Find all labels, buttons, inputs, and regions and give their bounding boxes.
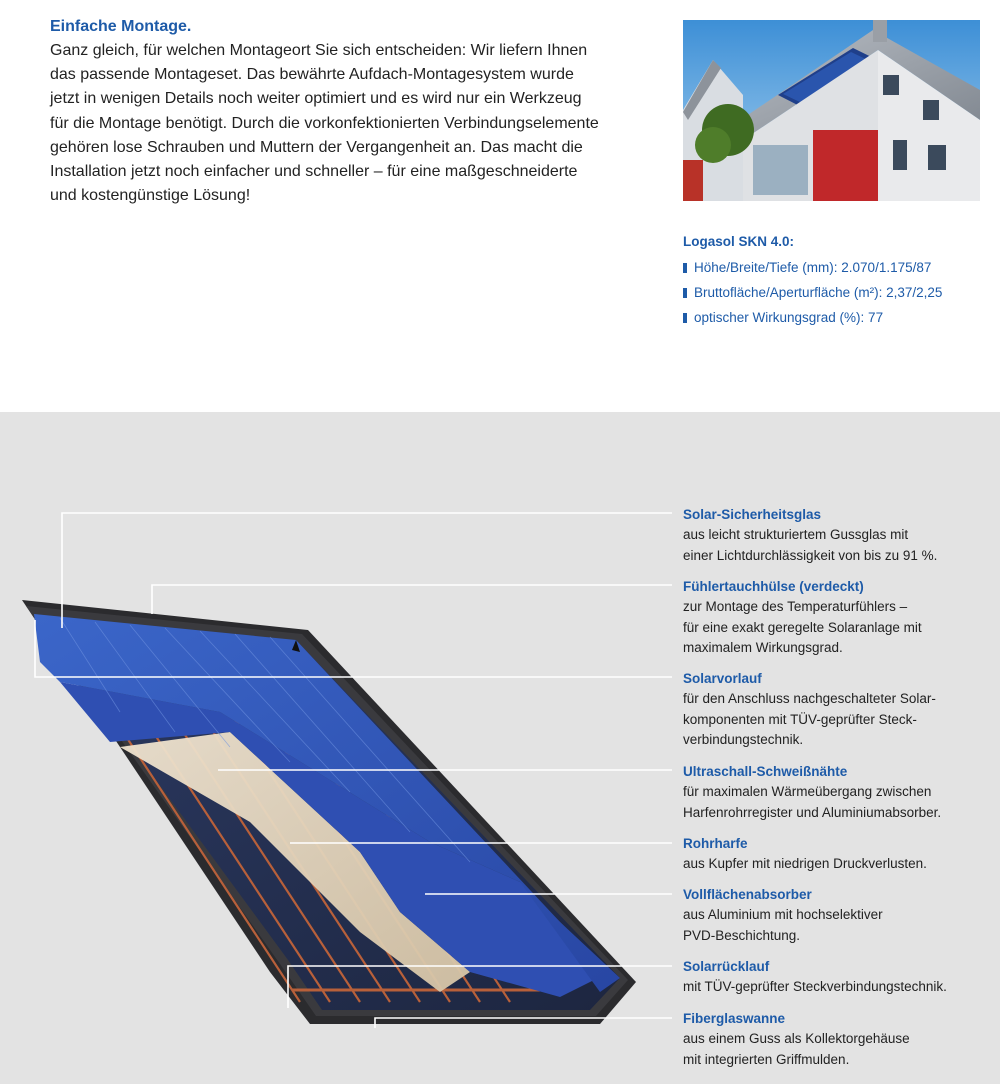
callout-desc-line: aus Aluminium mit hochselektiver (683, 907, 883, 922)
callout-title: Vollflächenabsorber (683, 887, 812, 902)
callout-desc-line: zur Montage des Temperaturfühlers – (683, 599, 908, 614)
intro-block (50, 16, 665, 208)
callout-desc-line: aus Kupfer mit niedrigen Druckverlusten. (683, 856, 927, 871)
intro-line: Installation jetzt noch einfacher und schneller – für eine maßgeschneiderte (50, 163, 578, 181)
callout-title: Solarvorlauf (683, 671, 762, 686)
intro-line: und kostengünstige Lösung! (50, 187, 251, 205)
callout-ultrasonic-welds (683, 762, 993, 823)
spec-item (683, 255, 988, 280)
callout-desc-line: einer Lichtdurchlässigkeit von bis zu 91 %. (683, 547, 938, 563)
collector-illustration (0, 412, 680, 1084)
callout-fiberglass-tub (683, 1009, 993, 1070)
callout-desc-line: aus einem Guss als Kollektorgehäuse (683, 1031, 910, 1046)
solar-collector-cutaway (0, 412, 680, 1084)
callout-desc-line: maximalem Wirkungsgrad. (683, 640, 843, 655)
callout-solar-return (683, 957, 993, 998)
callout-title: Ultraschall-Schweißnähte (683, 764, 848, 779)
callout-desc-line: PVD-Beschichtung. (683, 927, 801, 943)
square-bullet-icon (683, 313, 687, 323)
spec-item (683, 305, 988, 330)
callout-desc-line: für den Anschluss nachgeschalteter Solar- (683, 691, 936, 706)
spec-text: optischer Wirkungsgrad (%): 77 (694, 310, 884, 325)
intro-line: für die Montage benötigt. Durch die vorkonfektionierten Verbindungselemente (50, 114, 599, 132)
intro-line: Ganz gleich, für welchen Montageort Sie sich entscheiden: Wir liefern Ihnen (50, 42, 588, 59)
callout-desc-line: für maximalen Wärmeübergang zwischen (683, 784, 932, 799)
intro-line: jetzt in wenigen Details noch weiter optimiert und es wird nur ein Werkzeug (50, 90, 582, 108)
callout-title: Solar-Sicherheitsglas (683, 507, 822, 522)
intro-heading: Einfache Montage. (50, 18, 192, 35)
callout-pipe-harp (683, 834, 993, 875)
spec-text: Bruttofläche/Aperturfläche (m²): 2,37/2,25 (694, 285, 943, 300)
intro-line: gehören lose Schrauben und Muttern der Vergangenheit an. Das macht die (50, 138, 583, 156)
callout-title: Fühlertauchhülse (verdeckt) (683, 579, 864, 594)
house-with-solar-roof-photo (683, 20, 980, 201)
callout-title: Fiberglaswanne (683, 1011, 786, 1026)
callout-desc-line: verbindungstechnik. (683, 732, 804, 747)
spec-text: Höhe/Breite/Tiefe (mm): 2.070/1.175/87 (694, 260, 932, 275)
intro-line: das passende Montageset. Das bewährte Aufdach-Montagesystem wurde (50, 66, 574, 84)
callout-absorber (683, 885, 993, 946)
house-photo (683, 20, 980, 201)
callout-sensor-sleeve (683, 577, 993, 659)
callout-desc-line: aus leicht strukturiertem Gussglas mit (683, 527, 909, 542)
callout-title: Rohrharfe (683, 836, 748, 851)
specs-list (683, 255, 988, 330)
callout-solar-flow (683, 669, 993, 751)
square-bullet-icon (683, 263, 687, 273)
specs-title: Logasol SKN 4.0: (683, 234, 795, 249)
spec-item (683, 280, 988, 305)
square-bullet-icon (683, 288, 687, 298)
callout-solar-glass (683, 505, 993, 566)
top-section (0, 0, 1000, 412)
callout-desc-line: für eine exakt geregelte Solaranlage mit (683, 619, 922, 635)
callout-desc-line: komponenten mit TÜV-geprüfter Steck- (683, 711, 917, 727)
callout-desc-line: Harfenrohrregister und Aluminiumabsorber. (683, 804, 942, 820)
specs-block (683, 234, 988, 330)
callout-desc-line: mit TÜV-geprüfter Steckverbindungstechnik. (683, 979, 947, 994)
intro-paragraph (50, 39, 665, 208)
callout-title: Solarrücklauf (683, 959, 770, 974)
callout-desc-line: mit integrierten Griffmulden. (683, 1051, 850, 1067)
